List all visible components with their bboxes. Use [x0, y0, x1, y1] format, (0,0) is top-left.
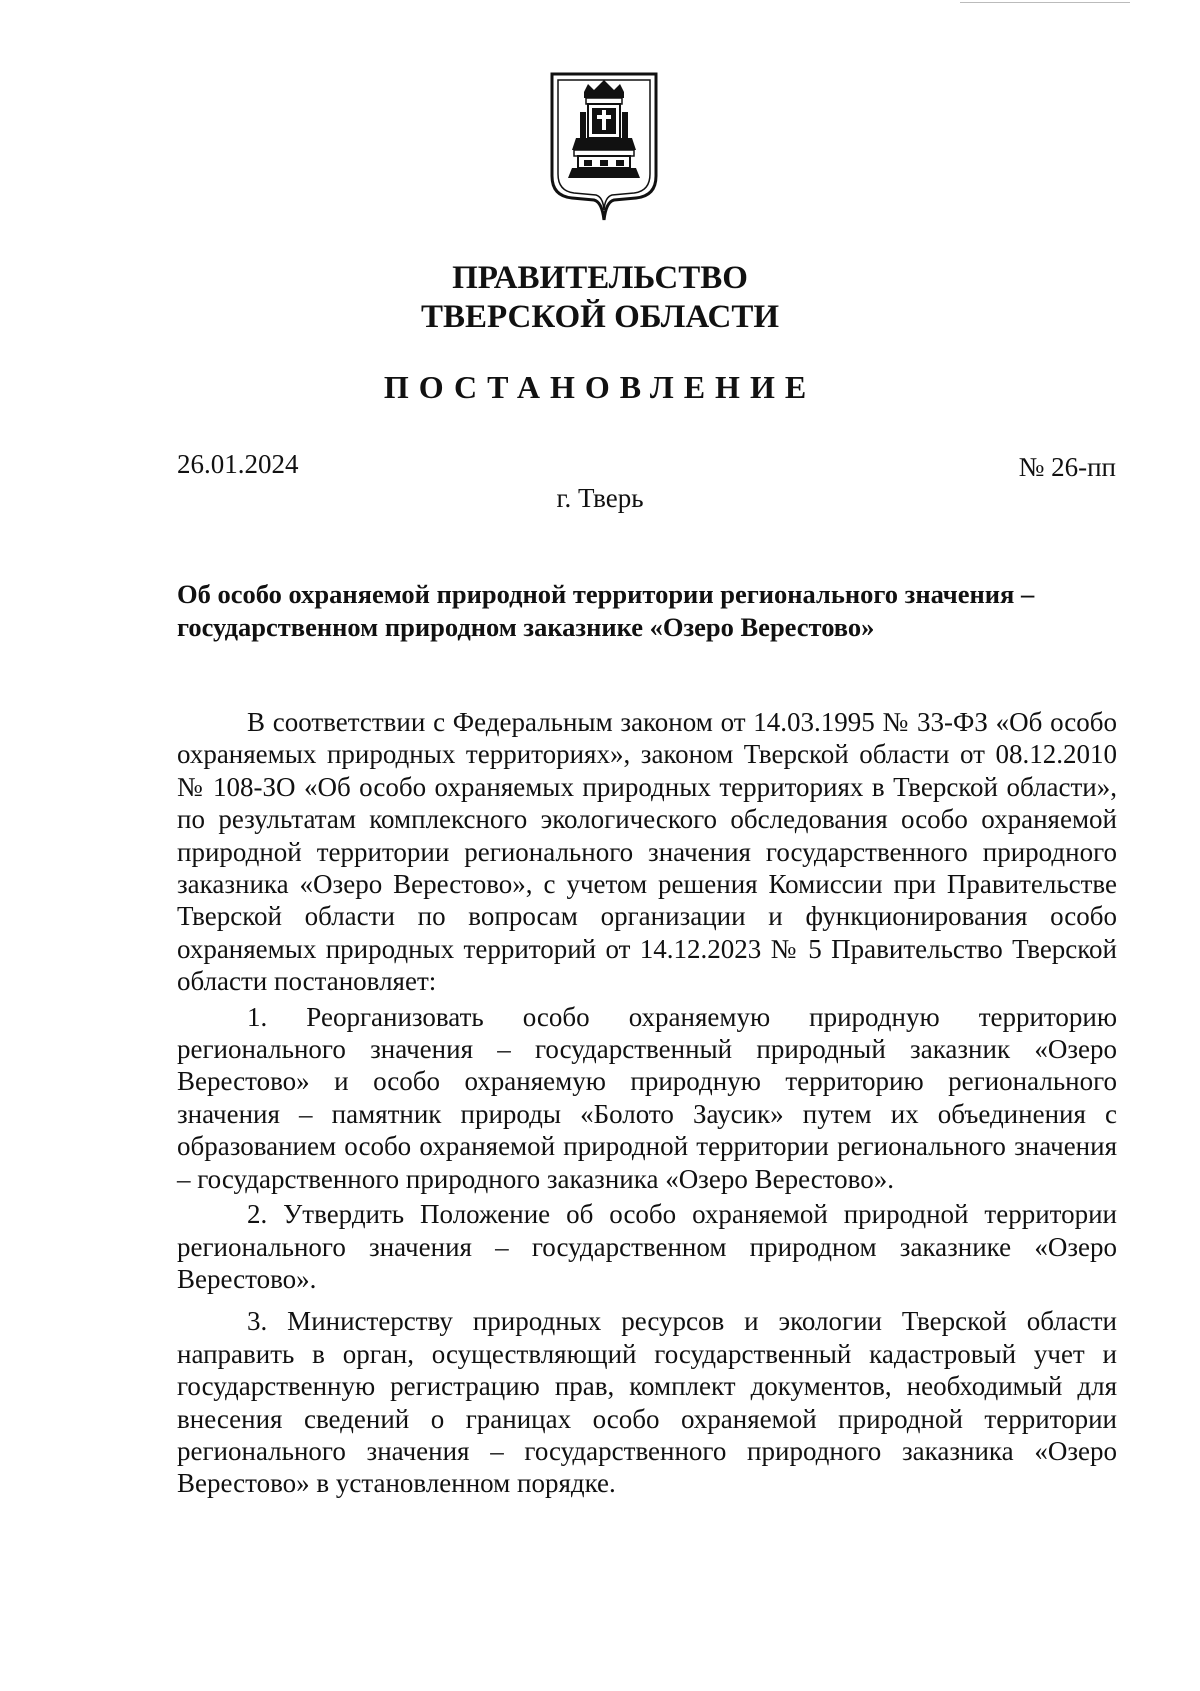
document-number: № 26-пп: [1018, 452, 1116, 482]
body-preamble: В соответствии с Федеральным законом от 14.03.1995 № 33-ФЗ «Об особо охраняемых природных территориях», законом Тверской области от 08.12.2010 № 108-ЗО «Об особо охраняемых природных территориях в Тверской области», по результатам комплексного экологического обследования особо охраняемой природной территории регионального значения государственного природного заказника «Озеро Верестово», с учетом решения Комиссии при Правительстве Тверской области по вопросам организации и функционирования особо охраняемых природных территорий от 14.12.2023 № 5 Правительство Тверской области постановляет:: [177, 707, 1117, 997]
document-date: 26.01.2024: [177, 449, 299, 479]
scan-edge-line: [960, 2, 1130, 3]
document-type-title: ПОСТАНОВЛЕНИЕ: [383, 369, 817, 405]
body-item-1: 1. Реорганизовать особо охраняемую природную территорию регионального значения – государственный природный заказник «Озеро Верестово» и особо охраняемую природную территорию регионального значения – памятник природы «Болото Заусик» путем их объединения с образованием особо охраняемой природной территории регионального значения – государственного природного заказника «Озеро Верестово».: [177, 1001, 1117, 1194]
tver-coat-of-arms-icon: [548, 72, 660, 222]
government-name-line-2: ТВЕРСКОЙ ОБЛАСТИ: [420, 299, 780, 335]
subject-line-2: государственном природном заказнике «Озеро Верестово»: [177, 612, 875, 642]
body-item-3: 3. Министерству природных ресурсов и экологии Тверской области направить в орган, осуществляющий государственный кадастровый учет и государственную регистрацию прав, комплект документов, необходимый для внесения сведений о границах особо охраняемой природной территории регионального значения – государственного природного заказника «Озеро Верестово» в установленном порядке.: [177, 1306, 1117, 1499]
document-body: [177, 706, 1117, 1500]
body-item-2: 2. Утвердить Положение об особо охраняемой природной территории регионального значения – государственном природном заказнике «Озеро Верестово».: [177, 1199, 1117, 1294]
subject-line-1: Об особо охраняемой природной территории регионального значения –: [177, 579, 1035, 609]
document-subject: [177, 578, 1117, 644]
document-city: г. Тверь: [556, 483, 644, 513]
government-name-line-1: ПРАВИТЕЛЬСТВО: [452, 260, 748, 296]
